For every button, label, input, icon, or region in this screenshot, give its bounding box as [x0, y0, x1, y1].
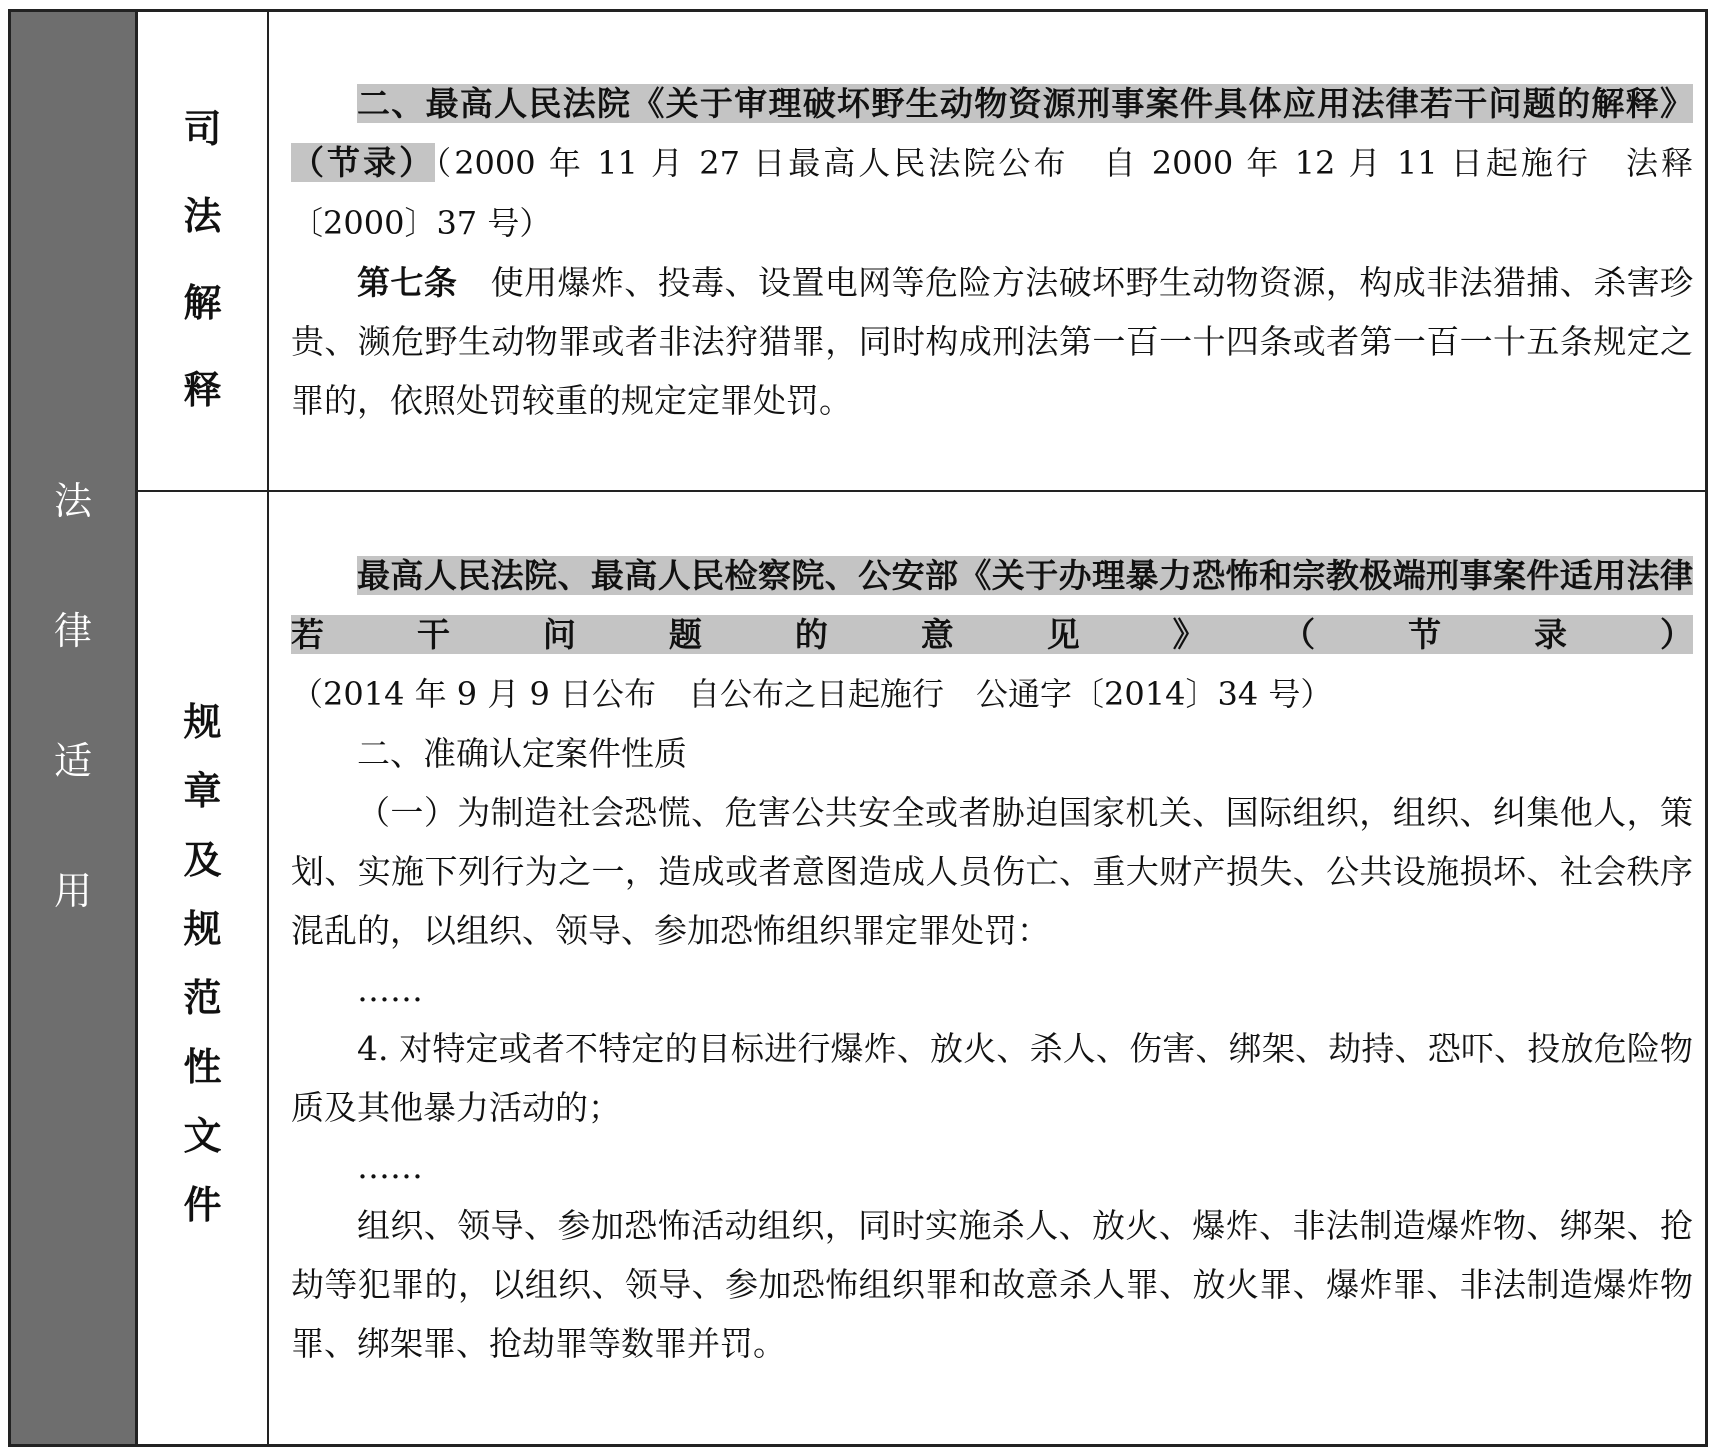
regulation-paragraph: …… [357, 970, 423, 1009]
category-char: 章 [183, 769, 222, 813]
article-text: 使用爆炸、投毒、设置电网等危险方法破坏野生动物资源，构成非法猎捕、杀害珍贵、濒危野生动物罪或者非法狩猎罪，同时构成刑法第一百一十四条或者第一百一十五条规定之罪的，依照处罚较重的规定定罪处罚。 [291, 263, 1694, 420]
category-char: 件 [183, 1183, 222, 1227]
category-regulations [138, 492, 269, 1447]
regulations-content [269, 492, 1705, 1447]
category-char: 法 [183, 194, 222, 238]
category-char: 司 [183, 107, 222, 151]
regulations-title: 最高人民法院、最高人民检察院、公安部《关于办理暴力恐怖和宗教极端刑事案件适用法律若干问题的意见》（节录） [291, 556, 1693, 654]
regulations-source: （2014 年 9 月 9 日公布 自公布之日起施行 公通字〔2014〕34 号） [291, 675, 1333, 713]
category-char: 规 [183, 907, 222, 951]
judicial-source: （2000 年 11 月 27 日最高人民法院公布 自 2000 年 12 月 11 日起施行 法释〔2000〕37 号） [291, 144, 1693, 242]
section-label-char: 律 [53, 609, 92, 653]
judicial-content [269, 12, 1705, 490]
regulation-paragraph: 组织、领导、参加恐怖活动组织，同时实施杀人、放火、爆炸、非法制造爆炸物、绑架、抢劫等犯罪的，以组织、领导、参加恐怖组织罪和故意杀人罪、放火罪、爆炸罪、非法制造爆炸物罪、绑架罪、抢劫罪等数罪并罚。 [291, 1206, 1693, 1363]
category-char: 文 [183, 1114, 222, 1158]
regulation-paragraph: …… [357, 1147, 423, 1186]
section-label-column [11, 12, 138, 1444]
regulation-paragraph: 二、准确认定案件性质 [357, 734, 687, 773]
article-paragraph [291, 253, 1693, 430]
section-label-char: 适 [53, 739, 92, 783]
category-char: 性 [183, 1045, 222, 1089]
regulations-row [138, 492, 1705, 1447]
category-char: 范 [183, 976, 222, 1020]
category-char: 解 [183, 281, 222, 325]
section-label-char: 法 [53, 479, 92, 523]
regulation-paragraph: 4. 对特定或者不特定的目标进行爆炸、放火、杀人、伤害、绑架、劫持、恐吓、投放危险物质及其他暴力活动的； [291, 1029, 1693, 1127]
category-char: 规 [183, 700, 222, 744]
category-char: 释 [183, 368, 222, 412]
law-application-table [8, 9, 1708, 1447]
regulations-heading-paragraph [291, 546, 1693, 724]
article-label: 第七条 [357, 263, 458, 302]
regulation-paragraph: （一）为制造社会恐慌、危害公共安全或者胁迫国家机关、国际组织，组织、纠集他人，策划、实施下列行为之一，造成或者意图造成人员伤亡、重大财产损失、公共设施损坏、社会秩序混乱的，以组织、领导、参加恐怖组织罪定罪处罚： [291, 793, 1693, 950]
judicial-title: 二、最高人民法院《关于审理破坏野生动物资源刑事案件具体应用法律若干问题的解释》（节录） [291, 84, 1693, 182]
judicial-interpretation-row [138, 12, 1705, 492]
category-char: 及 [183, 838, 222, 882]
section-label-char: 用 [53, 869, 92, 913]
judicial-heading-paragraph [291, 74, 1693, 253]
category-judicial-interpretation [138, 12, 269, 490]
